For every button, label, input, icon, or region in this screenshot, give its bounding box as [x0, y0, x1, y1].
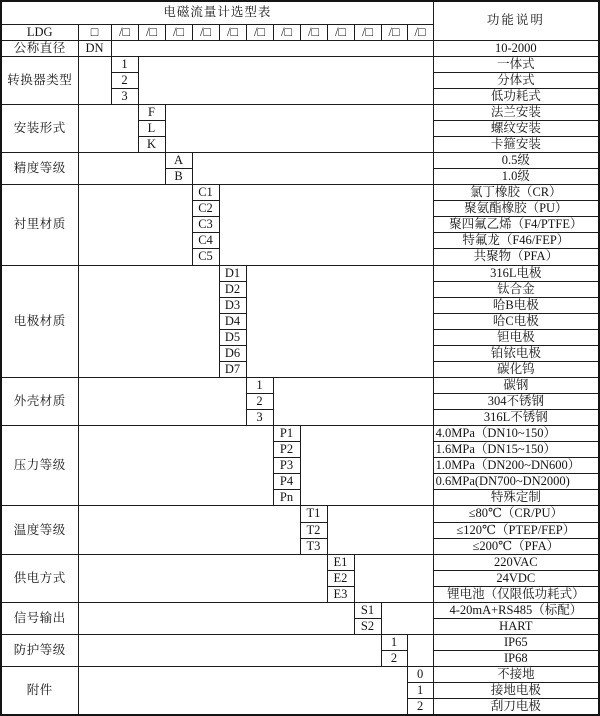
option-desc: 316L不锈钢: [433, 410, 599, 426]
code-cell: S2: [354, 618, 381, 634]
filler-cell: [111, 40, 433, 56]
option-desc: 接地电极: [433, 683, 599, 699]
category-label: 转换器类型: [1, 56, 78, 104]
category-label: 防护等级: [1, 634, 78, 666]
model-slot: /□: [300, 24, 327, 40]
code-cell: C3: [192, 217, 219, 233]
diameter-label: 公称直径: [1, 40, 78, 56]
category-label: 压力等级: [1, 426, 78, 506]
model-slot: /□: [246, 24, 273, 40]
option-desc: 一体式: [433, 56, 599, 72]
option-desc: 0.5级: [433, 153, 599, 169]
option-desc: 316L电极: [433, 265, 599, 281]
code-cell: C4: [192, 233, 219, 249]
option-desc: ≤200℃（PFA）: [433, 538, 599, 554]
code-cell: Pn: [273, 490, 300, 506]
code-cell: 3: [111, 88, 138, 104]
code-cell: C1: [192, 185, 219, 201]
filler-cell: [354, 554, 433, 602]
code-cell: 1: [246, 377, 273, 393]
category-label: 衬里材质: [1, 185, 78, 265]
option-desc: 螺纹安装: [433, 120, 599, 136]
filler-cell: [78, 602, 354, 634]
code-cell: T3: [300, 538, 327, 554]
option-desc: 220VAC: [433, 554, 599, 570]
option-desc: 锂电池（仅限低功耗式）: [433, 586, 599, 602]
code-cell: P2: [273, 442, 300, 458]
option-desc: 聚氨酯橡胶（PU）: [433, 201, 599, 217]
option-desc: 1.6MPa（DN15~150）: [433, 442, 599, 458]
function-header: 功能说明: [433, 1, 599, 40]
option-desc: 法兰安装: [433, 104, 599, 120]
code-cell: 2: [407, 699, 433, 715]
filler-cell: [381, 602, 433, 634]
code-cell: 0: [407, 667, 433, 683]
model-prefix: LDG: [1, 24, 78, 40]
option-desc: 氯丁橡胶（CR）: [433, 185, 599, 201]
category-label: 安装形式: [1, 104, 78, 152]
model-slot: /□: [327, 24, 354, 40]
category-label: 信号输出: [1, 602, 78, 634]
code-cell: D2: [219, 281, 246, 297]
filler-cell: [78, 377, 246, 425]
code-cell: F: [138, 104, 165, 120]
option-desc: 特氟龙（F46/FEP）: [433, 233, 599, 249]
code-cell: 2: [111, 72, 138, 88]
option-desc: 304不锈钢: [433, 394, 599, 410]
diameter-desc: 10-2000: [433, 40, 599, 56]
filler-cell: [273, 377, 433, 425]
category-label: 电极材质: [1, 265, 78, 377]
option-desc: 1.0级: [433, 169, 599, 185]
code-cell: K: [138, 137, 165, 153]
option-desc: ≤80℃（CR/PU）: [433, 506, 599, 522]
filler-cell: [78, 554, 327, 602]
filler-cell: [78, 634, 381, 666]
filler-cell: [78, 185, 192, 265]
option-desc: ≤120℃（PTEP/FEP）: [433, 522, 599, 538]
code-cell: D6: [219, 345, 246, 361]
option-desc: 碳钢: [433, 377, 599, 393]
code-cell: D4: [219, 313, 246, 329]
code-cell: E1: [327, 554, 354, 570]
code-cell: P3: [273, 458, 300, 474]
option-desc: 钛合金: [433, 281, 599, 297]
filler-cell: [78, 104, 138, 152]
model-slot: /□: [273, 24, 300, 40]
filler-cell: [165, 104, 433, 152]
option-desc: 4-20mA+RS485（标配）: [433, 602, 599, 618]
option-desc: IP68: [433, 651, 599, 667]
code-cell: D5: [219, 329, 246, 345]
filler-cell: [246, 265, 433, 377]
option-desc: 24VDC: [433, 570, 599, 586]
code-cell: C2: [192, 201, 219, 217]
filler-cell: [78, 265, 219, 377]
code-cell: E2: [327, 570, 354, 586]
model-slot: /□: [192, 24, 219, 40]
code-cell: 1: [407, 683, 433, 699]
category-label: 外壳材质: [1, 377, 78, 425]
option-desc: 不接地: [433, 667, 599, 683]
option-desc: 4.0MPa（DN10~150）: [433, 426, 599, 442]
model-slot: /□: [354, 24, 381, 40]
option-desc: 低功耗式: [433, 88, 599, 104]
option-desc: 0.6MPa(DN700~DN2000): [433, 474, 599, 490]
option-desc: IP65: [433, 634, 599, 650]
code-cell: S1: [354, 602, 381, 618]
filler-cell: [78, 426, 273, 506]
code-cell: B: [165, 169, 192, 185]
model-slot: /□: [111, 24, 138, 40]
code-cell: T1: [300, 506, 327, 522]
filler-cell: [300, 426, 433, 506]
option-desc: 钽电极: [433, 329, 599, 345]
code-cell: T2: [300, 522, 327, 538]
code-cell: P4: [273, 474, 300, 490]
model-slot: /□: [381, 24, 407, 40]
code-cell: A: [165, 153, 192, 169]
code-cell: C5: [192, 249, 219, 265]
filler-cell: [78, 56, 111, 104]
option-desc: 分体式: [433, 72, 599, 88]
code-cell: 2: [246, 394, 273, 410]
option-desc: 特殊定制: [433, 490, 599, 506]
category-label: 精度等级: [1, 153, 78, 185]
option-desc: 1.0MPa（DN200~DN600）: [433, 458, 599, 474]
filler-cell: [78, 153, 165, 185]
option-desc: 哈C电极: [433, 313, 599, 329]
filler-cell: [192, 153, 433, 185]
code-cell: 2: [381, 651, 407, 667]
diameter-code: DN: [78, 40, 111, 56]
option-desc: HART: [433, 618, 599, 634]
category-label: 供电方式: [1, 554, 78, 602]
filler-cell: [327, 506, 433, 554]
code-cell: 3: [246, 410, 273, 426]
category-label: 附件: [1, 667, 78, 715]
filler-cell: [407, 634, 433, 666]
category-label: 温度等级: [1, 506, 78, 554]
filler-cell: [138, 56, 433, 104]
model-slot: /□: [219, 24, 246, 40]
model-slot: /□: [165, 24, 192, 40]
filler-cell: [219, 185, 433, 265]
option-desc: 聚四氟乙烯（F4/PTFE）: [433, 217, 599, 233]
code-cell: D7: [219, 361, 246, 377]
filler-cell: [78, 667, 407, 715]
code-cell: L: [138, 120, 165, 136]
option-desc: 碳化钨: [433, 361, 599, 377]
option-desc: 刮刀电极: [433, 699, 599, 715]
option-desc: 哈B电极: [433, 297, 599, 313]
option-desc: 卡箍安装: [433, 137, 599, 153]
filler-cell: [78, 506, 300, 554]
code-cell: 1: [111, 56, 138, 72]
model-slot: /□: [407, 24, 433, 40]
code-cell: P1: [273, 426, 300, 442]
code-cell: E3: [327, 586, 354, 602]
option-desc: 共聚物（PFA）: [433, 249, 599, 265]
table-title: 电磁流量计选型表: [1, 1, 433, 24]
model-box: □: [78, 24, 111, 40]
code-cell: 1: [381, 634, 407, 650]
code-cell: D3: [219, 297, 246, 313]
model-slot: /□: [138, 24, 165, 40]
code-cell: D1: [219, 265, 246, 281]
option-desc: 铂铱电极: [433, 345, 599, 361]
